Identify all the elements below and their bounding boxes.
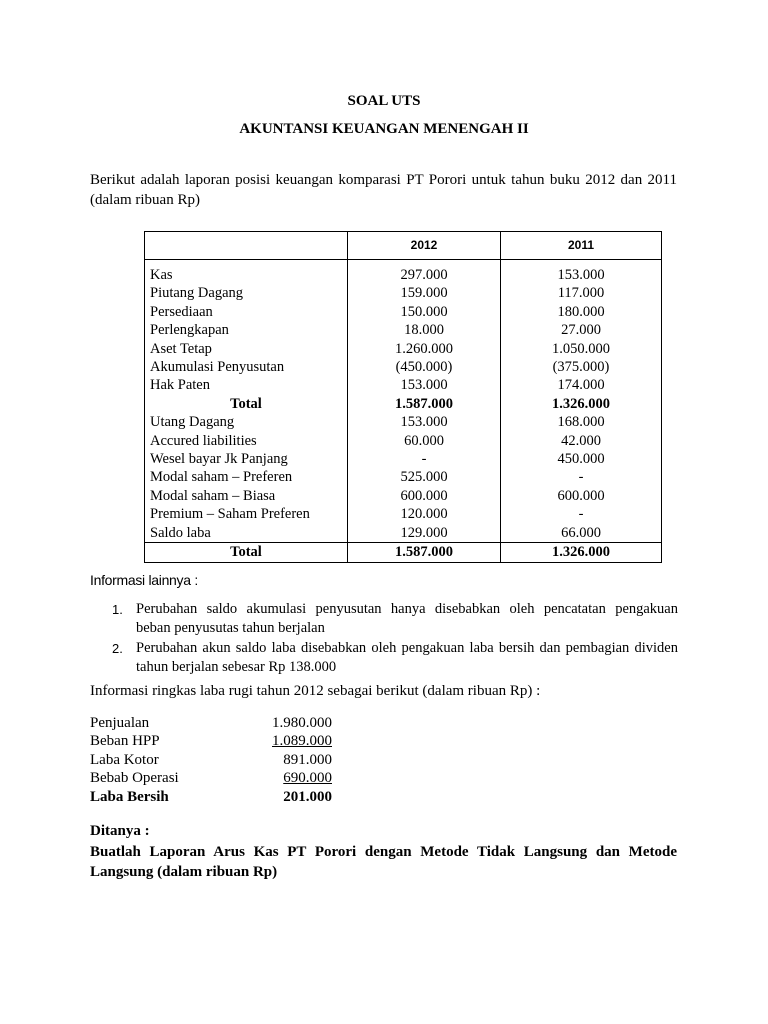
table-row (145, 284, 662, 302)
intro-paragraph (90, 170, 677, 210)
table-row (145, 468, 662, 486)
income-summary-intro: Informasi ringkas laba rugi tahun 2012 sebagai berikut (dalam ribuan Rp) : (90, 683, 541, 699)
row-value: 891.000 (283, 751, 332, 768)
row-value-underlined (260, 732, 332, 750)
table-row (90, 714, 332, 732)
row-value-2012: 525.000 (348, 468, 501, 486)
row-label: Bebab Operasi (90, 770, 179, 787)
list-item (108, 639, 678, 677)
table-row (90, 732, 332, 750)
table-row (145, 358, 662, 376)
row-value-underlined (260, 769, 332, 787)
row-label: Total (145, 543, 348, 562)
header-cell-2012: 2012 (348, 232, 501, 260)
table-row (90, 769, 332, 787)
table-row (145, 524, 662, 543)
document-title: SOAL UTS (347, 93, 421, 109)
row-value-2012: 120.000 (348, 505, 501, 523)
row-label: Utang Dagang (145, 413, 348, 431)
row-value-2011: 1.326.000 (501, 395, 662, 413)
row-value-2011: 174.000 (501, 376, 662, 394)
row-value-2012: - (348, 450, 501, 468)
row-value-2012: 1.587.000 (348, 543, 501, 562)
row-value: 1.980.000 (272, 715, 332, 731)
row-label: Beban HPP (90, 733, 160, 750)
header-cell-label (145, 232, 348, 260)
row-value: 201.000 (283, 788, 332, 805)
table-header-row (145, 232, 662, 260)
question-line-1: Buatlah Laporan Arus Kas PT Porori dengan Metode Tidak Langsung dan Metode (90, 844, 677, 860)
table-row (145, 340, 662, 358)
row-label: Saldo laba (145, 524, 348, 543)
table-row (145, 376, 662, 394)
row-label: Wesel bayar Jk Panjang (145, 450, 348, 468)
balance-sheet-table (144, 231, 662, 563)
intro-line-1: Berikut adalah laporan posisi keuangan komparasi PT Porori untuk tahun buku 2012 dan 2011 (90, 172, 677, 188)
row-label: Persediaan (145, 303, 348, 321)
row-value-2011: 450.000 (501, 450, 662, 468)
row-value-2011: - (501, 505, 662, 523)
row-label: Laba Bersih (90, 788, 169, 805)
intro-line-2: (dalam ribuan Rp) (90, 192, 200, 208)
row-value-2011: 180.000 (501, 303, 662, 321)
table-row (90, 751, 332, 769)
list-item-line-2: beban penyusutas tahun berjalan (136, 620, 325, 636)
underlined-value: 690.000 (283, 770, 332, 787)
row-label: Accured liabilities (145, 432, 348, 450)
header-cell-2011: 2011 (501, 232, 662, 260)
underlined-value: 1.089.000 (272, 733, 332, 750)
row-value-2011: 153.000 (501, 260, 662, 285)
table-row (145, 505, 662, 523)
list-item-line-1: Perubahan saldo akumulasi penyusutan hanya disebabkan oleh pencatatan pengakuan (136, 601, 678, 617)
row-value-2012: 159.000 (348, 284, 501, 302)
row-value-2012: 18.000 (348, 321, 501, 339)
row-label: Perlengkapan (145, 321, 348, 339)
row-value-2012: 60.000 (348, 432, 501, 450)
question-line-2: Langsung (dalam ribuan Rp) (90, 864, 278, 880)
table-row-net-income (90, 788, 332, 806)
row-value-2011: 1.326.000 (501, 543, 662, 562)
row-value-2011: 27.000 (501, 321, 662, 339)
other-info-list (108, 600, 678, 678)
row-label: Laba Kotor (90, 751, 159, 768)
row-value-2012: 129.000 (348, 524, 501, 543)
table-row (145, 487, 662, 505)
row-label: Total (145, 395, 348, 413)
list-item-number: 2. (112, 641, 123, 656)
row-value-2011: 66.000 (501, 524, 662, 543)
table-row (145, 303, 662, 321)
list-item-line-2: tahun berjalan sebesar Rp 138.000 (136, 659, 337, 675)
row-value-2012: 153.000 (348, 376, 501, 394)
row-value-2012: 1.587.000 (348, 395, 501, 413)
table-row-total-assets (145, 395, 662, 413)
row-value-2011: 1.050.000 (501, 340, 662, 358)
row-label: Hak Paten (145, 376, 348, 394)
row-label: Modal saham – Biasa (145, 487, 348, 505)
row-value-2011: 117.000 (501, 284, 662, 302)
question-heading: Ditanya : (90, 823, 150, 839)
row-value-2012: 297.000 (348, 260, 501, 285)
table-row (145, 260, 662, 285)
row-value-2012: 600.000 (348, 487, 501, 505)
row-label: Kas (145, 260, 348, 285)
row-value-2011: 42.000 (501, 432, 662, 450)
table-row (145, 321, 662, 339)
table-row (145, 450, 662, 468)
row-value-2011: (375.000) (501, 358, 662, 376)
row-value-2012: 150.000 (348, 303, 501, 321)
question-text (90, 842, 677, 882)
row-value-2012: 1.260.000 (348, 340, 501, 358)
row-label: Aset Tetap (145, 340, 348, 358)
row-value-2011: - (501, 468, 662, 486)
table-row (145, 413, 662, 431)
row-value-2011: 168.000 (501, 413, 662, 431)
table-row (145, 432, 662, 450)
list-item (108, 600, 678, 638)
list-item-number: 1. (112, 602, 123, 617)
row-label: Akumulasi Penyusutan (145, 358, 348, 376)
row-label: Premium – Saham Preferen (145, 505, 348, 523)
income-summary-table (90, 714, 332, 806)
row-value-2012: 153.000 (348, 413, 501, 431)
other-info-title: Informasi lainnya : (90, 572, 198, 588)
row-value-2012: (450.000) (348, 358, 501, 376)
list-item-line-1: Perubahan akun saldo laba disebabkan oleh pengakuan laba bersih dan pembagian dividen (136, 640, 678, 656)
table-row-total-liabilities-equity (145, 543, 662, 562)
row-value-2011: 600.000 (501, 487, 662, 505)
document-subtitle: AKUNTANSI KEUANGAN MENENGAH II (239, 121, 529, 137)
row-label: Modal saham – Preferen (145, 468, 348, 486)
row-label: Piutang Dagang (145, 284, 348, 302)
row-label: Penjualan (90, 715, 150, 731)
